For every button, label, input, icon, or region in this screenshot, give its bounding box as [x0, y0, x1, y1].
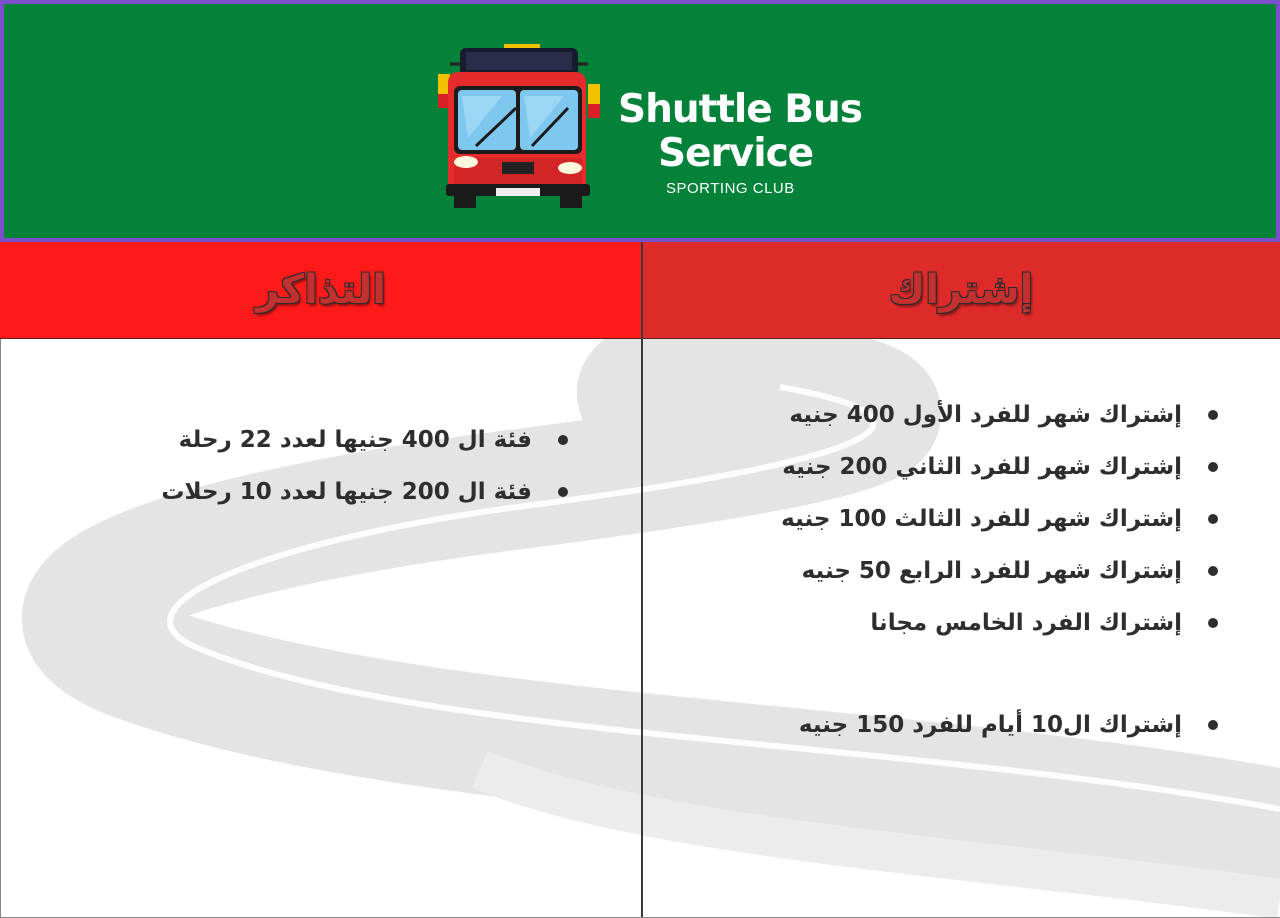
- list-item: إشتراك شهر للفرد الثاني 200 جنيه: [781, 441, 1182, 493]
- subscription-title: إشتراك: [888, 267, 1034, 313]
- tickets-title: التذاكر: [255, 267, 387, 313]
- brand-subtitle: SPORTING CLUB: [666, 180, 795, 197]
- tickets-list: [161, 414, 532, 518]
- list-item: فئة ال 400 جنيها لعدد 22 رحلة: [161, 414, 532, 466]
- brand-logo: [618, 88, 862, 197]
- list-item: فئة ال 200 جنيها لعدد 10 رحلات: [161, 466, 532, 518]
- list-item: إشتراك الفرد الخامس مجانا: [781, 597, 1182, 649]
- list-item: إشتراك شهر للفرد الرابع 50 جنيه: [781, 545, 1182, 597]
- brand-title-line1: Shuttle Bus: [618, 87, 863, 132]
- tickets-header: [0, 242, 642, 339]
- bus-icon: [432, 42, 604, 210]
- brand-title-line2: Service: [658, 131, 814, 176]
- list-item: إشتراك شهر للفرد الثالث 100 جنيه: [781, 493, 1182, 545]
- list-item: إشتراك ال10 أيام للفرد 150 جنيه: [781, 699, 1182, 751]
- column-divider: [641, 242, 643, 918]
- list-item: إشتراك شهر للفرد الأول 400 جنيه: [781, 389, 1182, 441]
- subscription-list: [781, 389, 1182, 751]
- table-border-left: [0, 339, 1, 918]
- header-banner: [0, 0, 1280, 242]
- subscription-header: [642, 242, 1280, 339]
